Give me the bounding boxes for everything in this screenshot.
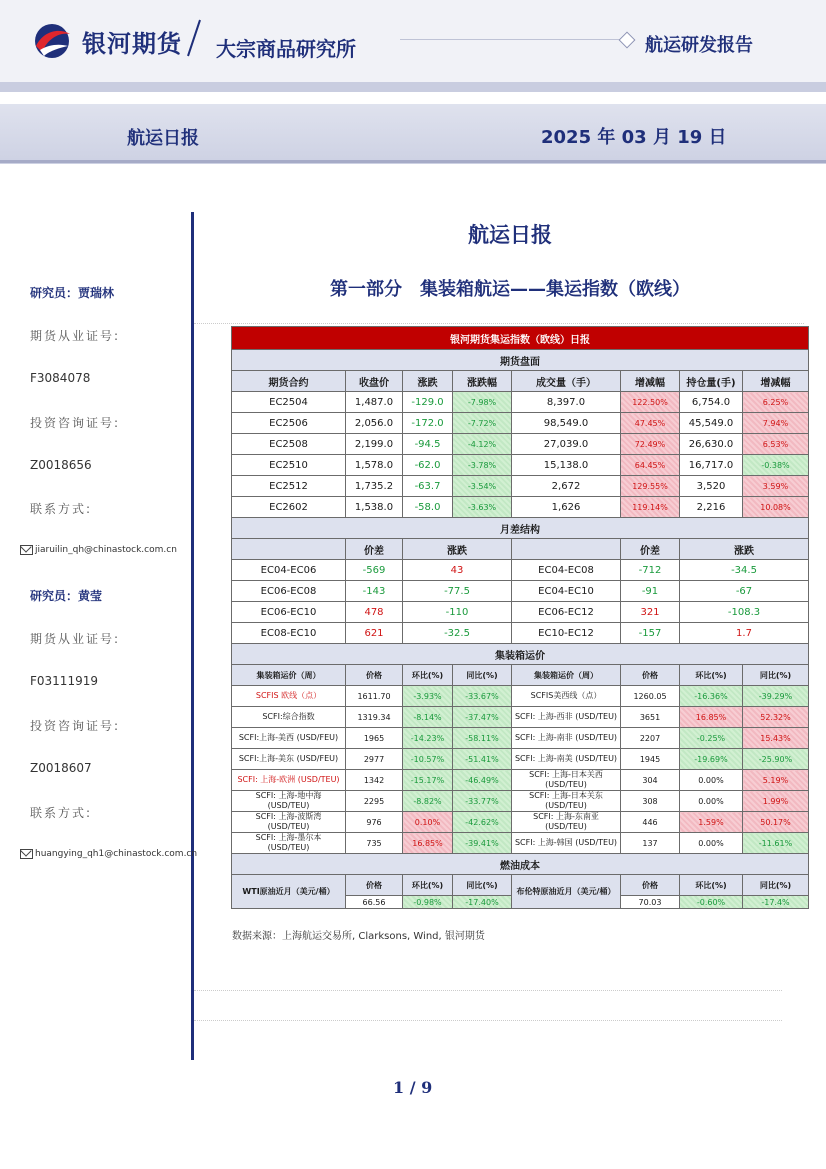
futures-cell: -0.38% [743, 455, 809, 476]
analyst2-email-row[interactable] [20, 849, 197, 859]
fuel-value: -17.4% [743, 896, 809, 909]
freight-row [232, 833, 809, 854]
section-row [232, 350, 809, 371]
futures-cell: 122.50% [621, 392, 680, 413]
column-header: 环比(%) [403, 665, 453, 686]
spread-name: EC04-EC06 [232, 560, 346, 581]
column-header: 涨跌 [680, 539, 809, 560]
futures-cell: 129.55% [621, 476, 680, 497]
column-header: 同比(%) [743, 665, 809, 686]
futures-cell: 6.53% [743, 434, 809, 455]
freight-cell: SCFIS美西线（点） [512, 686, 621, 707]
dotted-rule [194, 990, 782, 991]
spread-value: 321 [621, 602, 680, 623]
futures-cell: 64.45% [621, 455, 680, 476]
ec-daily-table [231, 326, 809, 909]
freight-cell: -39.41% [453, 833, 512, 854]
dotted-rule [194, 1020, 782, 1021]
freight-cell: 308 [621, 791, 680, 812]
futures-row [232, 497, 809, 518]
column-header: 价格 [621, 665, 680, 686]
futures-cell: -62.0 [403, 455, 453, 476]
analyst2-name: 研究员：黄莹 [30, 589, 103, 603]
dotted-rule [194, 323, 804, 324]
freight-cell: 1.99% [743, 791, 809, 812]
futures-cell: 10.08% [743, 497, 809, 518]
freight-cell: -33.77% [453, 791, 512, 812]
futures-cell: 47.45% [621, 413, 680, 434]
blank-header [512, 539, 621, 560]
fuel-right-label: 布伦特原油近月（美元/桶） [512, 875, 621, 909]
data-source: 数据来源：上海航运交易所, Clarksons, Wind, 银河期货 [232, 931, 485, 942]
freight-cell: SCFI: 上海-南非 (USD/TEU) [512, 728, 621, 749]
fuel-value: 70.03 [621, 896, 680, 909]
column-header: 同比(%) [453, 875, 512, 896]
freight-cell: 16.85% [680, 707, 743, 728]
futures-cell: 8,397.0 [512, 392, 621, 413]
freight-cell: 2295 [346, 791, 403, 812]
table-title-row [232, 327, 809, 350]
column-header: 增减幅 [743, 371, 809, 392]
mail-icon [20, 545, 33, 555]
freight-cell: 446 [621, 812, 680, 833]
company-name: 银河期货 [82, 30, 182, 58]
futures-cell: 1,735.2 [346, 476, 403, 497]
analyst1-license: F3084078 [30, 371, 91, 385]
freight-cell: -25.90% [743, 749, 809, 770]
header-rule [400, 39, 622, 40]
futures-cell: -7.98% [453, 392, 512, 413]
header-row [232, 539, 809, 560]
freight-cell: SCFI:综合指数 [232, 707, 346, 728]
futures-cell: 2,199.0 [346, 434, 403, 455]
freight-cell: -58.11% [453, 728, 512, 749]
header-band [0, 82, 826, 92]
freight-cell: 0.00% [680, 833, 743, 854]
freight-cell: 1945 [621, 749, 680, 770]
futures-cell: -94.5 [403, 434, 453, 455]
futures-cell: EC2506 [232, 413, 346, 434]
futures-cell: 1,538.0 [346, 497, 403, 518]
spread-value: -143 [346, 581, 403, 602]
freight-cell: -37.47% [453, 707, 512, 728]
spread-name: EC04-EC10 [512, 581, 621, 602]
column-header: 期货合约 [232, 371, 346, 392]
spread-row [232, 581, 809, 602]
spread-change: 1.7 [680, 623, 809, 644]
spread-value: 621 [346, 623, 403, 644]
fuel-value: -0.98% [403, 896, 453, 909]
fuel-left-label: WTI原油近月（美元/桶） [232, 875, 346, 909]
futures-cell: 3,520 [680, 476, 743, 497]
freight-cell: -51.41% [453, 749, 512, 770]
freight-cell: SCFI: 上海-波斯湾 (USD/TEU) [232, 812, 346, 833]
futures-cell: 16,717.0 [680, 455, 743, 476]
analyst2-advisory-label: 投资咨询证号: [30, 719, 121, 733]
column-header: 环比(%) [680, 665, 743, 686]
freight-cell: -46.49% [453, 770, 512, 791]
fuel-header-row [232, 875, 809, 896]
freight-cell: 2977 [346, 749, 403, 770]
spread-change: 43 [403, 560, 512, 581]
spread-row [232, 560, 809, 581]
freight-cell: 16.85% [403, 833, 453, 854]
freight-cell: 735 [346, 833, 403, 854]
freight-cell: SCFI: 上海-韩国 (USD/TEU) [512, 833, 621, 854]
section-row [232, 644, 809, 665]
freight-cell: 1342 [346, 770, 403, 791]
spread-name: EC06-EC10 [232, 602, 346, 623]
freight-cell: 52.32% [743, 707, 809, 728]
fuel-section-title: 燃油成本 [232, 854, 809, 875]
freight-cell: -15.17% [403, 770, 453, 791]
futures-cell: -4.12% [453, 434, 512, 455]
column-header: 涨跌 [403, 371, 453, 392]
futures-cell: -3.63% [453, 497, 512, 518]
spread-section-title: 月差结构 [232, 518, 809, 539]
freight-cell: 3651 [621, 707, 680, 728]
analyst2-advisory: Z0018607 [30, 761, 92, 775]
fuel-value: -0.60% [680, 896, 743, 909]
futures-row [232, 392, 809, 413]
section-row [232, 854, 809, 875]
mail-icon [20, 849, 33, 859]
spread-change: -32.5 [403, 623, 512, 644]
freight-cell: 2207 [621, 728, 680, 749]
freight-cell: -8.14% [403, 707, 453, 728]
analyst1-email-row[interactable] [20, 545, 177, 555]
column-header: 价格 [346, 875, 403, 896]
analyst1-advisory-label: 投资咨询证号: [30, 416, 121, 430]
column-header: 持仓量(手) [680, 371, 743, 392]
futures-cell: 15,138.0 [512, 455, 621, 476]
column-header: 环比(%) [403, 875, 453, 896]
spread-change: -34.5 [680, 560, 809, 581]
futures-cell: -3.54% [453, 476, 512, 497]
report-type: 航运研发报告 [645, 35, 753, 56]
fuel-value: 66.56 [346, 896, 403, 909]
freight-cell: -3.93% [403, 686, 453, 707]
analyst1-advisory: Z0018656 [30, 458, 92, 472]
blank-header [232, 539, 346, 560]
column-header: 涨跌 [403, 539, 512, 560]
futures-cell: -129.0 [403, 392, 453, 413]
column-header: 价差 [346, 539, 403, 560]
column-header: 涨跌幅 [453, 371, 512, 392]
main-title: 航运日报 [468, 223, 552, 247]
column-header: 同比(%) [743, 875, 809, 896]
freight-cell: SCFI:上海-美西 (USD/FEU) [232, 728, 346, 749]
spread-change: -110 [403, 602, 512, 623]
column-header: 同比(%) [453, 665, 512, 686]
analyst1-name: 研究员：贾瑞林 [30, 286, 115, 300]
freight-cell: 1319.34 [346, 707, 403, 728]
freight-cell: 304 [621, 770, 680, 791]
spread-change: -108.3 [680, 602, 809, 623]
futures-cell: 98,549.0 [512, 413, 621, 434]
freight-cell: 0.10% [403, 812, 453, 833]
futures-section-title: 期货盘面 [232, 350, 809, 371]
spread-value: 478 [346, 602, 403, 623]
freight-row [232, 707, 809, 728]
freight-cell: 1965 [346, 728, 403, 749]
freight-cell: -10.57% [403, 749, 453, 770]
freight-cell: -14.23% [403, 728, 453, 749]
galaxy-logo-icon [30, 22, 74, 60]
column-header: 环比(%) [680, 875, 743, 896]
freight-cell: SCFI: 上海-南美 (USD/TEU) [512, 749, 621, 770]
futures-row [232, 413, 809, 434]
spread-value: -91 [621, 581, 680, 602]
title-band-rule [0, 160, 826, 163]
freight-cell: -33.67% [453, 686, 512, 707]
futures-cell: -58.0 [403, 497, 453, 518]
freight-cell: SCFI: 上海-西非 (USD/TEU) [512, 707, 621, 728]
column-header: 成交量（手） [512, 371, 621, 392]
freight-row [232, 770, 809, 791]
freight-row [232, 686, 809, 707]
freight-cell: 1260.05 [621, 686, 680, 707]
futures-cell: 26,630.0 [680, 434, 743, 455]
table-title: 银河期货集运指数（欧线）日报 [232, 327, 809, 350]
freight-cell: 1.59% [680, 812, 743, 833]
freight-cell: SCFI: 上海-欧洲 (USD/TEU) [232, 770, 346, 791]
institute-name: 大宗商品研究所 [216, 37, 356, 61]
freight-section-title: 集装箱运价 [232, 644, 809, 665]
header-row [232, 371, 809, 392]
column-header: 收盘价 [346, 371, 403, 392]
futures-cell: 1,487.0 [346, 392, 403, 413]
freight-cell: 137 [621, 833, 680, 854]
futures-cell: 6.25% [743, 392, 809, 413]
futures-cell: 2,672 [512, 476, 621, 497]
analyst1-contact-label: 联系方式: [30, 502, 93, 516]
freight-row [232, 728, 809, 749]
freight-cell: 50.17% [743, 812, 809, 833]
analyst1-license-label: 期货从业证号: [30, 329, 121, 343]
page-number: 1 / 9 [393, 1078, 433, 1097]
freight-cell: -11.61% [743, 833, 809, 854]
futures-cell: EC2512 [232, 476, 346, 497]
futures-cell: 27,039.0 [512, 434, 621, 455]
freight-cell: 0.00% [680, 791, 743, 812]
section-row [232, 518, 809, 539]
column-header: 集装箱运价（周） [232, 665, 346, 686]
futures-cell: 72.49% [621, 434, 680, 455]
futures-cell: 6,754.0 [680, 392, 743, 413]
column-header: 集装箱运价（周） [512, 665, 621, 686]
futures-cell: EC2508 [232, 434, 346, 455]
futures-cell: 119.14% [621, 497, 680, 518]
futures-cell: -172.0 [403, 413, 453, 434]
freight-cell: 15.43% [743, 728, 809, 749]
column-header: 价格 [621, 875, 680, 896]
column-header: 价格 [346, 665, 403, 686]
analyst2-email[interactable]: huangying_qh1@chinastock.com.cn [35, 849, 198, 859]
futures-cell: 1,578.0 [346, 455, 403, 476]
futures-cell: -7.72% [453, 413, 512, 434]
futures-cell: 45,549.0 [680, 413, 743, 434]
freight-cell: 5.19% [743, 770, 809, 791]
futures-row [232, 434, 809, 455]
fuel-value: -17.40% [453, 896, 512, 909]
futures-cell: 1,626 [512, 497, 621, 518]
spread-name: EC04-EC08 [512, 560, 621, 581]
spread-change: -77.5 [403, 581, 512, 602]
freight-row [232, 812, 809, 833]
freight-cell: 976 [346, 812, 403, 833]
freight-cell: -39.29% [743, 686, 809, 707]
spread-row [232, 623, 809, 644]
analyst1-email[interactable]: jiaruilin_qh@chinastock.com.cn [35, 545, 177, 555]
header-row [232, 665, 809, 686]
futures-row [232, 476, 809, 497]
freight-cell: 1611.70 [346, 686, 403, 707]
spread-name: EC10-EC12 [512, 623, 621, 644]
column-header: 增减幅 [621, 371, 680, 392]
futures-cell: 3.59% [743, 476, 809, 497]
report-daily-label: 航运日报 [127, 128, 199, 149]
futures-row [232, 455, 809, 476]
report-date: 2025 年 03 月 19 日 [541, 127, 727, 148]
futures-cell: EC2504 [232, 392, 346, 413]
analyst2-license: F03111919 [30, 674, 98, 688]
spread-name: EC06-EC08 [232, 581, 346, 602]
freight-cell: SCFI: 上海-东南亚 (USD/TEU) [512, 812, 621, 833]
futures-cell: 2,056.0 [346, 413, 403, 434]
freight-cell: -16.36% [680, 686, 743, 707]
freight-row [232, 791, 809, 812]
spread-value: -712 [621, 560, 680, 581]
freight-cell: -19.69% [680, 749, 743, 770]
futures-cell: EC2602 [232, 497, 346, 518]
spread-name: EC08-EC10 [232, 623, 346, 644]
analyst2-contact-label: 联系方式: [30, 806, 93, 820]
freight-row [232, 749, 809, 770]
spread-row [232, 602, 809, 623]
freight-cell: -0.25% [680, 728, 743, 749]
freight-cell: -8.82% [403, 791, 453, 812]
freight-cell: -42.62% [453, 812, 512, 833]
spread-value: -157 [621, 623, 680, 644]
section-title: 第一部分 集装箱航运——集运指数（欧线） [330, 279, 690, 300]
column-header: 价差 [621, 539, 680, 560]
freight-cell: SCFI: 上海-地中海 (USD/TEU) [232, 791, 346, 812]
futures-cell: EC2510 [232, 455, 346, 476]
spread-name: EC06-EC12 [512, 602, 621, 623]
spread-value: -569 [346, 560, 403, 581]
spread-change: -67 [680, 581, 809, 602]
futures-cell: 7.94% [743, 413, 809, 434]
sidebar-divider [191, 212, 194, 1060]
futures-cell: -63.7 [403, 476, 453, 497]
freight-cell: SCFI: 上海-日本关东 (USD/TEU) [512, 791, 621, 812]
freight-cell: 0.00% [680, 770, 743, 791]
futures-cell: 2,216 [680, 497, 743, 518]
freight-cell: SCFI: 上海-墨尔本 (USD/TEU) [232, 833, 346, 854]
analyst2-license-label: 期货从业证号: [30, 632, 121, 646]
divider-slash [184, 18, 204, 58]
freight-cell: SCFI:上海-美东 (USD/FEU) [232, 749, 346, 770]
freight-cell: SCFI: 上海-日本关西 (USD/TEU) [512, 770, 621, 791]
futures-cell: -3.78% [453, 455, 512, 476]
freight-cell: SCFIS 欧线（点） [232, 686, 346, 707]
